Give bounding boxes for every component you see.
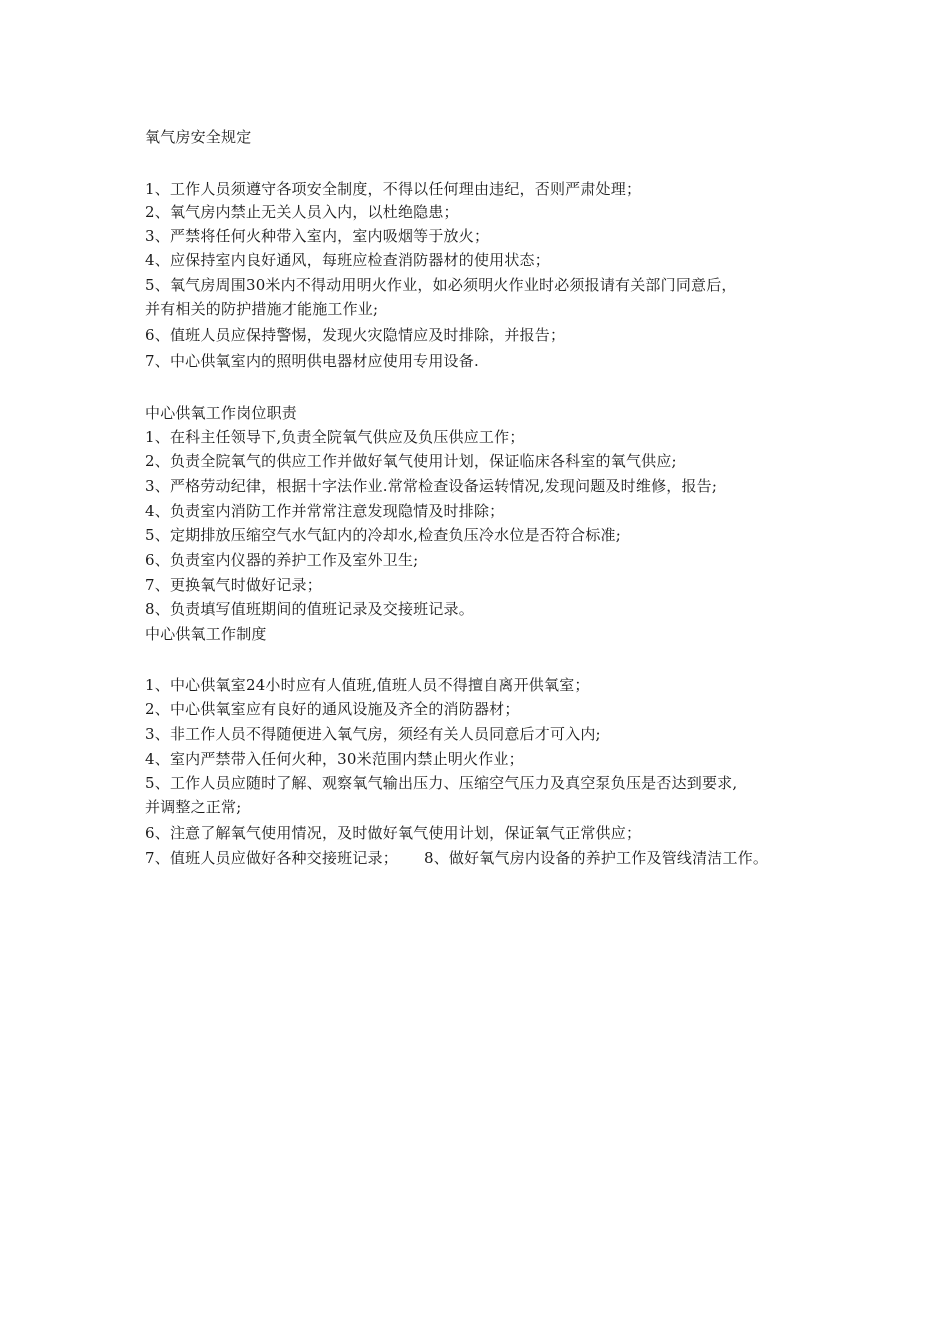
list-item: 5、定期排放压缩空气水气缸内的冷却水,检查负压冷水位是否符合标准; bbox=[145, 526, 621, 544]
list-item: 3、严格劳动纪律，根据十字法作业.常常检查设备运转情况,发现问题及时维修，报告; bbox=[145, 477, 718, 495]
list-item: 3、非工作人员不得随便进入氧气房，须经有关人员同意后才可入内; bbox=[145, 725, 601, 743]
list-item: 1、工作人员须遵守各项安全制度，不得以任何理由违纪，否则严肃处理； bbox=[145, 180, 642, 198]
list-item-part: 8、做好氧气房内设备的养护工作及管线清洁工作。 bbox=[423, 849, 769, 867]
list-item: 7、中心供氧室内的照明供电器材应使用专用设备. bbox=[145, 352, 479, 370]
list-item: 4、应保持室内良好通风，每班应检查消防器材的使用状态； bbox=[145, 251, 550, 269]
list-item: 6、值班人员应保持警惕，发现火灾隐情应及时排除，并报告； bbox=[145, 326, 566, 344]
section-title-oxygen-room-safety: 氧气房安全规定 bbox=[145, 128, 252, 146]
list-item: 7、更换氧气时做好记录； bbox=[145, 576, 322, 594]
section-title-oxygen-supply-duties: 中心供氧工作岗位职责 bbox=[145, 404, 298, 422]
list-item: 5、氧气房周围30米内不得动用明火作业，如必须明火作业时必须报请有关部门同意后， bbox=[145, 276, 737, 294]
list-item: 8、负责填写值班期间的值班记录及交接班记录。 bbox=[145, 600, 474, 618]
list-item: 1、中心供氧室24小时应有人值班,值班人员不得擅自离开供氧室； bbox=[145, 676, 590, 694]
list-item-part: 7、值班人员应做好各种交接班记录； bbox=[145, 849, 398, 867]
list-item: 6、注意了解氧气使用情况，及时做好氧气使用计划，保证氧气正常供应； bbox=[145, 824, 642, 842]
list-item: 5、工作人员应随时了解、观察氧气输出压力、压缩空气压力及真空泵负压是否达到要求, bbox=[145, 774, 738, 792]
list-item: 2、氧气房内禁止无关人员入内，以杜绝隐患； bbox=[145, 203, 459, 221]
list-item: 6、负责室内仪器的养护工作及室外卫生; bbox=[145, 551, 419, 569]
list-item: 2、中心供氧室应有良好的通风设施及齐全的消防器材； bbox=[145, 700, 520, 718]
list-item-continuation: 并调整之正常; bbox=[145, 798, 242, 816]
list-item: 2、负责全院氧气的供应工作并做好氧气使用计划，保证临床各科室的氧气供应; bbox=[145, 452, 677, 470]
list-item-combined bbox=[145, 849, 768, 867]
list-item: 1、在科主任领导下,负责全院氧气供应及负压供应工作； bbox=[145, 428, 525, 446]
section-title-oxygen-supply-rules: 中心供氧工作制度 bbox=[145, 625, 267, 643]
list-item: 4、室内严禁带入任何火种，30米范围内禁止明火作业； bbox=[145, 750, 524, 768]
list-item: 4、负责室内消防工作并常常注意发现隐情及时排除； bbox=[145, 502, 505, 520]
list-item: 3、严禁将任何火种带入室内，室内吸烟等于放火； bbox=[145, 227, 490, 245]
list-item-continuation: 并有相关的防护措施才能施工作业; bbox=[145, 300, 379, 318]
